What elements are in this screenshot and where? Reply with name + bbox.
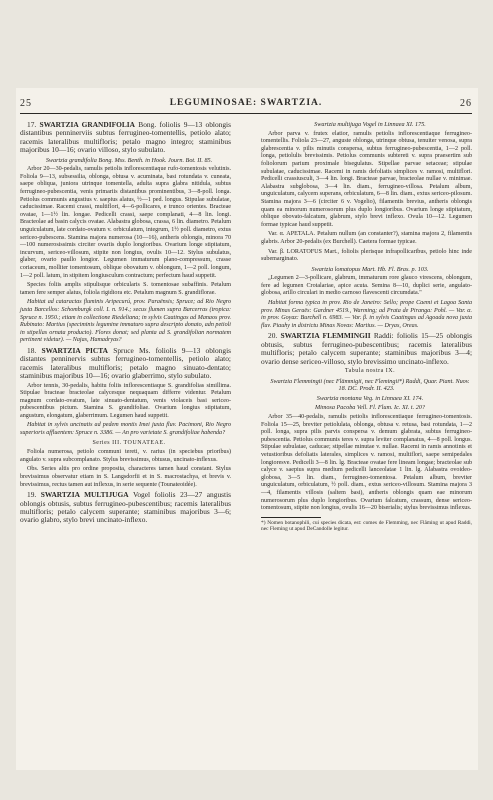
species-heading [20, 491, 231, 525]
species-diagnosis: Raddi: foliolis 15—25 oblongis obtusis, subtus ferrugineo-pubescentibus; racemis lateralibus multifloris; petalo calycem superante; staminibus majoribus 3—4; ovario dense sericeo-villoso, stylo brevissimo uncinato-inflexo. [261, 331, 472, 366]
description-paragraph: Arbor parva v. frutex elatior, ramulis petiolis inflorescentiaque ferrugineo-tomentellis. Foliola 23—27, anguste oblonga, utrinque obtusa, tenuiter venosa, supra glabrescentia v. pilis minutis conspersa, subtus ferrugineo-pubescentia, 1—2 poll. longa, petiolulis brevissimis. Petiolus communis subtereti v. supra praesertim sub foliolorum parium proximale bisegulatus. Stipellae parvae setaceae; stipulae subulatae, caducissimae. Racemi in ramis defoliatis simplices v. ramosi, multiflori. Pedicelli crassiusculi, 3—4 lin. longi. Bracteae parvae, bracteolae nullae v. minimae. Alabastra subglobosa, 3—4 lin. diam., ferrugineo-villosa. Petalum album, unguiculatum, calycem superans, orbiculatum, 6—8 lin. diam., extus sericeo-pilosum. Stamina majora 3—6 (circiter 6 v. Vogelio), filamentis brevius, antheris oblongis quam ea minorum numerosorum plus duplo longioribus. Ovarium longe stipitatum, oblique obovato-falcatum, glabrum, stylo brevi inflexo. Ovula 10—12. Legumen formae typicae haud suppetit. [261, 130, 472, 228]
left-column [20, 121, 231, 527]
habitat-paragraph: Habitat ad cataractas fluminis Aripecurú, prov. Paraënsis; Spruce; ad Rio Negro juxta Barcellos: Schomburgk coll. I. n. 914.; secus flumen supra Barcerras (tropica: Spruce n. 1950.; etiam in collectione Riedeliana; in sylvis Caatingas ad Manaos prov. Rubinato: Martius (speciminis legumine immaturo supra descripto donato, adn petioli in stipellas ornata producto). Flores donat; sed planta ad S. grandifolian normatem pertinent videtur). — Najas, Hamadryas? [20, 299, 231, 344]
description-paragraph: Arbor tennis, 30-pedalis, habitu foliis inflorescentiaque S. grandifolias simillima. Stipulae bracteae bracteolae calycesque nequaquam differre videntur. Petalum magnum cordato-ovatum, late sinuato-dentatum, venis violaceis basi sericeo-pubescentibus pictum. Stamina S. grandifoliae. Ovarium longius stipitatum, angustum, elongatum, glaberrimum. Legumen haud suppetit. [20, 382, 231, 419]
species-diagnosis: Vogel foliolis 23—27 angustis oblongis obtusis, subtus ferrugineo-pubescentibus; racemis lateralibus multifloris; petalo calycem superante; staminibus majoribus 3—6; ovario glabro, stylo brevi uncinato-inflexo. [20, 490, 231, 525]
synonym-line: Swartzia grandifolia Bong. Mss. Benth. in Hook. Journ. Bot. II. 85. [45, 156, 213, 164]
description-paragraph: Arbor 20—30-pedalis, ramulis petiolis inflorescentiaque rufo-tomentosis velutinis. Foliola 9—13, subsessilia, oblonga, obtusa v. acuminata, basi rotundata v. cuneata, saepe obliqua, juniora utrinque tomentella, adulta supra glabra nitidula, subtus ferrugineo-pubescentia, venis primariis distantibus prominentibus, 3—8-poll. longa. Petiolus communis angustius v. saepius alatus, ½—1 ped. longus. Stipulae subulatae, caducissimae. Racemi crassi, multiflori, 4—6-pollicares, e trunco orientes. Bracteae ovatae, 1—1½ lin. longae. Pedicelli crassi, saepe complanati, 4—8 lin. longi. Bracteolae ad basin calycis ovatae. Alabastra globosa, crassa, 6 lin. diametro. Petalum unguiculatum, late cordato-ovatum v. orbiculatum, integrum, 1½ poll. diametro, extus sericeo-pubescens. Stamina majora numerosa (10—16), antheris oblongis, minora 70—100 numerosissimis circiter ovariis duplo longioribus. Ovarium longe stipitatum, incurvum, sericeo-villosum, stipite non longius, ovulis 10—12. Stylus subulatus, glaber, ovario paullo longior. Legumen immaturum plano-compressum, crasse coriaceum, molliter tomentosum, oblique obovatum v. oblongum, 1—2 poll. longum, 1—2 poll. latum, in stipitem longiusculum contractum; perfectum haud suppetit. [20, 166, 231, 279]
section-heading: Series III. TOUNATEAE. [92, 439, 166, 446]
species-diagnosis: Spruce Ms. foliolis 9—13 oblongis distantes penninervis subtus ferrugineo-tomentellis, petiolo alato; racemis lateralibus multifloris; petalo magno sinuato-dentato; staminibus majoribus 10—16; ovario glaberrimo, stylo subulato. [20, 345, 231, 381]
species-number: 19. [27, 490, 41, 500]
footnote: *) Nomen botanophili, cui species dicata, est: comes de Flemming, nec Flâming ut apud Raddi, nec Fleming ut apud DeCandolle legitur. [261, 519, 472, 533]
species-heading [20, 347, 231, 381]
species-name: SWARTZIA PICTA [41, 345, 108, 355]
description-paragraph: Var. α. APETALA. Petalum nullum (an constanter?), stamina majora 2, filamentis glabris. Arbor 20-pedalis (ex Burchell). Caetera formae typicae. [261, 231, 472, 245]
description-paragraph: „Legumen 2—3-pollicare, glabrum, immaturum rore glauco virescens, oblongum, fere ad legumen Crotalariae, apice acuta. Semina 8—10, duplici serie, angulato-globosa, arillo circulari in medio carnoso flavescenti circumdata." [261, 275, 472, 297]
species-heading [261, 332, 472, 366]
footnote-rule [261, 517, 321, 518]
synonym-line: Mimosa Pacoba Vell. Fl. Flum. Ic. XI. t. 20? [315, 404, 425, 412]
description-paragraph: Species foliis amplis stipulisque orbicularis S. tomentosae subaffinis. Petalum tamen fere semper alatus, foliola rigidiora etc. Petalum magnum S. grandiflorae. [20, 282, 231, 296]
header-rule [20, 113, 472, 114]
page-number-right: 26 [460, 98, 472, 109]
description-paragraph: Arbor 35—40-pedalis, ramulis petiolis inflorescentiaque ferrugineo-tomentosis. Foliola 15—25, breviter petiolulata, oblonga, obtusa v. retusa, basi rotundata, 1—2 poll. longa, supra pilis parvis conspersa v. demum glabrata, subtus ferrugineo-pubescentia. Petiolus communis teres v. supra leviter complanatus, 4—8 poll. longus. Stipulae subulatae, caducae; stipellae minutae v. nullae. Racemi in ramis annotinis et vetustioribus defoliatis laterales, simplices v. ramosi, multiflori, saepe semipedales longioresve. Pedicelli 3—8 lin. lg. Bracteae ovatae fere lineam longae; bracteolae sub calyce v. saepius supra medium pedicelli lanceolatae 1 lin. lg. Alabastra ovoideo-globosa, 3—5 lin. diam., ferrugineo-tomentosa. Petalum album, breviter unguiculatum, orbiculatum, ½ poll. diam., extus sericeo-villosum. Stamina majora 3—4, filamentis villosis (saltem basi), antheris oblongis quam eae minorum numerosorum plus duplo longioribus. Ovarium falcatum, crassum, dense sericeo-tomentosum, stipite non longius, ovulis 16—20 biserialis; stylus brevissimus inflexus. [261, 414, 472, 512]
species-name: SWARTZIA MULTIJUGA [40, 490, 129, 500]
species-number: 18. [27, 345, 42, 355]
synonym-line: Swartzia Flemmingii (nec Flämmigii, nec Flemingii*) Raddi, Quar. Piant. Nuov. 18. DC. Prodr. II. 423. [270, 377, 470, 393]
species-heading [20, 121, 231, 155]
species-name: SWARTZIA FLEMMINGII [280, 331, 371, 341]
synonym-line: Swartzia montana Veg. in Linnaea XI. 174. [316, 394, 424, 402]
habitat-paragraph: Habitat forma typica in prov. Rio de Janeiro: Sello; prope Caemi et Lagoa Santa prov. Minas Geraës: Gardner 4519., Warming; ad Prata de Piranga: Pohl. — Var. α. in prov. Goyaz: Burchell n. 6983. — Var. β. in sylvis Caatingas ad Agoada nova juxta fluv. Piauhy in districtu Minas Novas: Martius. — Dryas, Oreas. [261, 300, 472, 329]
habitat-paragraph: Habitat in sylvis uncinatis ad pedem montis Imei juxta fluv. Pacimoni, Rio Negro superioris affluentem: Spruce n. 3386. — An pro varietate S. grandifoliae habenda? [20, 422, 231, 437]
running-title: LEGUMINOSAE: SWARTZIA. [169, 98, 323, 108]
page-number-left: 25 [20, 98, 32, 109]
description-paragraph: Obs. Series altis pro ordine proposita, characteres tamen haud constant. Stylus brevissimus observatur etiam in S. Langsdorfii et in S. macrostachya, et brevis v. brevissimus, rectus tamen aut inflexus, in serie sequente (Tounateoidée). [20, 466, 231, 488]
synonym-line: Swartzia multijuga Vogel in Linnaea XI. 175. [314, 121, 426, 128]
species-number: 17. [27, 120, 40, 129]
species-diagnosis: Bong. foliolis 9—13 oblongis distantibus penninerviis subtus ferrugineo-tomentellis, petiolo alato; racemis lateralibus multifloris; petalo magno integro; staminibus majoribus 10—16; ovario villoso, stylo subulato. [20, 120, 231, 155]
description-paragraph: Foliola numerosa, petiolo communi tereti, v. rarius (in speciebus prioribus) angulato v. supra subcomplanato. Stylus brevissimus, obtusus, uncinato-inflexus. [20, 449, 231, 463]
species-number: 20. [268, 331, 281, 341]
running-header [20, 98, 472, 110]
section-heading: Tabula nostra IX. [344, 368, 396, 375]
species-name: SWARTZIA GRANDIFOLIA [39, 120, 135, 129]
synonym-line: Swartzia lomatopus Mart. Hb. Fl. Bras. p. 103. [311, 265, 429, 273]
right-column [261, 121, 472, 535]
description-paragraph: Var. β. LORATOFUS Mart., foliolis plerisque infrapollicaribus, petiolo hinc inde subemarginato. [261, 248, 472, 263]
